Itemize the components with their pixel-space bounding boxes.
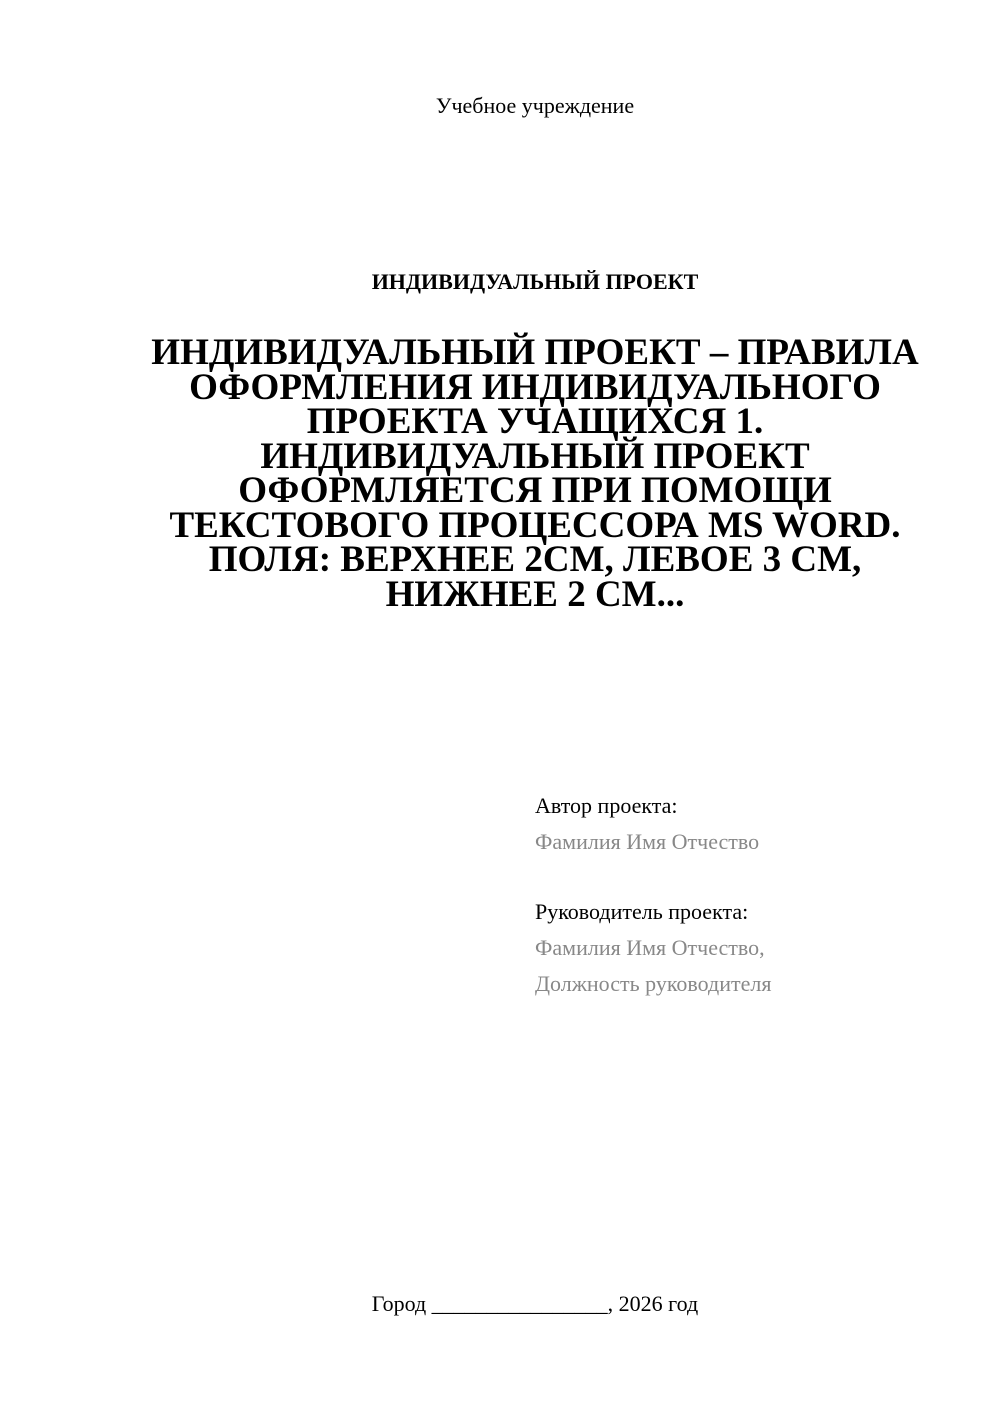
supervisor-name: Фамилия Имя Отчество, (535, 935, 765, 960)
author-name: Фамилия Имя Отчество (535, 829, 760, 854)
document-type: ИНДИВИДУАЛЬНЫЙ ПРОЕКТ (371, 269, 699, 294)
project-title: ИНДИВИДУАЛЬНЫЙ ПРОЕКТ – ПРАВИЛА ОФОРМЛЕНИЯ ИНДИВИДУАЛЬНОГО ПРОЕКТА УЧАЩИХСЯ 1. ИНДИВИДУАЛЬНЫЙ ПРОЕКТ ОФОРМЛЯЕТСЯ ПРИ ПОМОЩИ ТЕКСТОВОГО ПРОЦЕССОРА MS WORD. ПОЛЯ: ВЕРХНЕЕ 2СМ, ЛЕВОЕ 3 СМ, НИЖНЕЕ 2 СМ... (151, 332, 919, 615)
year-text: , 2026 год (607, 1291, 699, 1316)
author-label: Автор проекта: (535, 793, 678, 818)
institution-name: Учебное учреждение (435, 93, 635, 118)
credits-spacer (535, 860, 975, 894)
supervisor-position: Должность руководителя (535, 971, 772, 996)
supervisor-label: Руководитель проекта: (535, 899, 749, 924)
credits-block (535, 788, 975, 1002)
city-label: Город (371, 1291, 427, 1316)
city-blank: ________________ (431, 1291, 608, 1316)
footer-city-year (150, 1289, 920, 1319)
